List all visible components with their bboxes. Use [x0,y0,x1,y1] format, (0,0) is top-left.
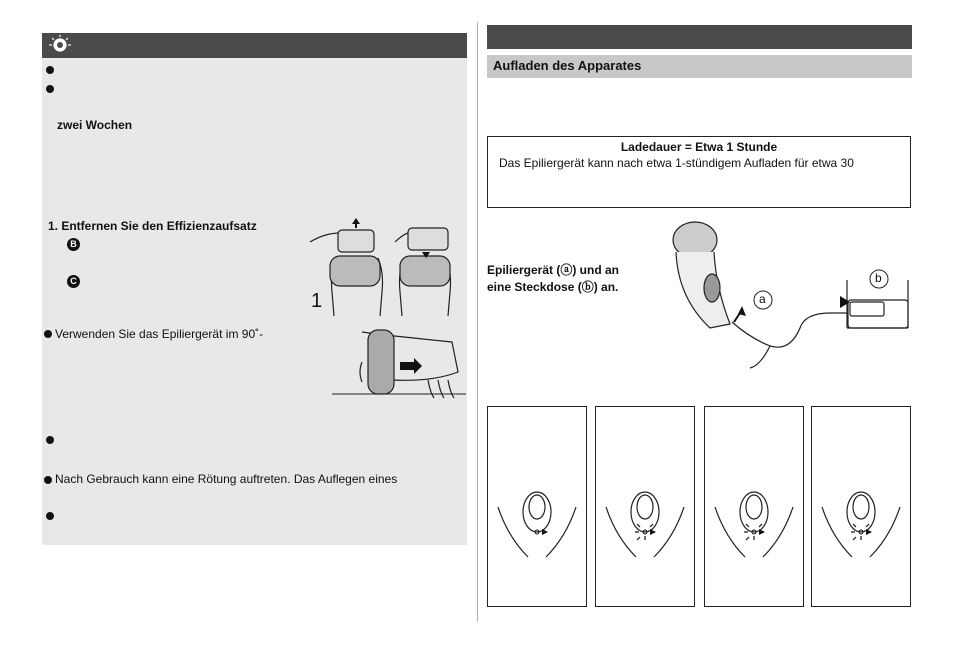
lightbulb-icon [47,34,73,56]
charging-subheader-bar [487,55,912,78]
bullet [46,436,54,444]
bullet [46,66,54,74]
redness-note: Nach Gebrauch kann eine Rötung auftreten. Das Auflegen eines [55,472,398,486]
angle-instruction: Verwenden Sie das Epiliergerät im 90˚- [55,327,264,341]
charge-time-text: Das Epiliergerät kann nach etwa 1-stündigem Aufladen für etwa 30 [499,156,854,170]
indicator-panel-4 [811,406,911,607]
charging-subheader: Aufladen des Apparates [493,58,642,73]
bullet [44,330,52,338]
bullet [44,476,52,484]
label-b: b [875,271,882,285]
charging-illustration [650,218,912,370]
charge-time-box [487,136,911,208]
indicator-panel-3 [704,406,804,607]
connect-instruction-line1: Epiliergerät (ⓐ) und an [487,263,620,277]
indicator-panel-1 [487,406,587,607]
badge-c: C [67,275,80,288]
step-1-heading: 1. Entfernen Sie den Effizienzaufsatz [48,219,257,233]
badge-b: B [67,238,80,251]
two-weeks-text: zwei Wochen [57,118,133,132]
angle-usage-illustration [332,322,466,404]
right-header-bar [487,25,912,49]
attachment-removal-illustration [300,212,465,317]
connect-instruction-line2: eine Steckdose (ⓑ) an. [487,280,619,294]
bullet [46,85,54,93]
column-divider [477,22,478,622]
tips-header-bar [42,33,467,58]
indicator-panel-2 [595,406,695,607]
bullet [46,512,54,520]
label-a: a [759,292,766,306]
figure-number: 1 [311,290,323,312]
charge-time-title: Ladedauer = Etwa 1 Stunde [620,140,778,154]
